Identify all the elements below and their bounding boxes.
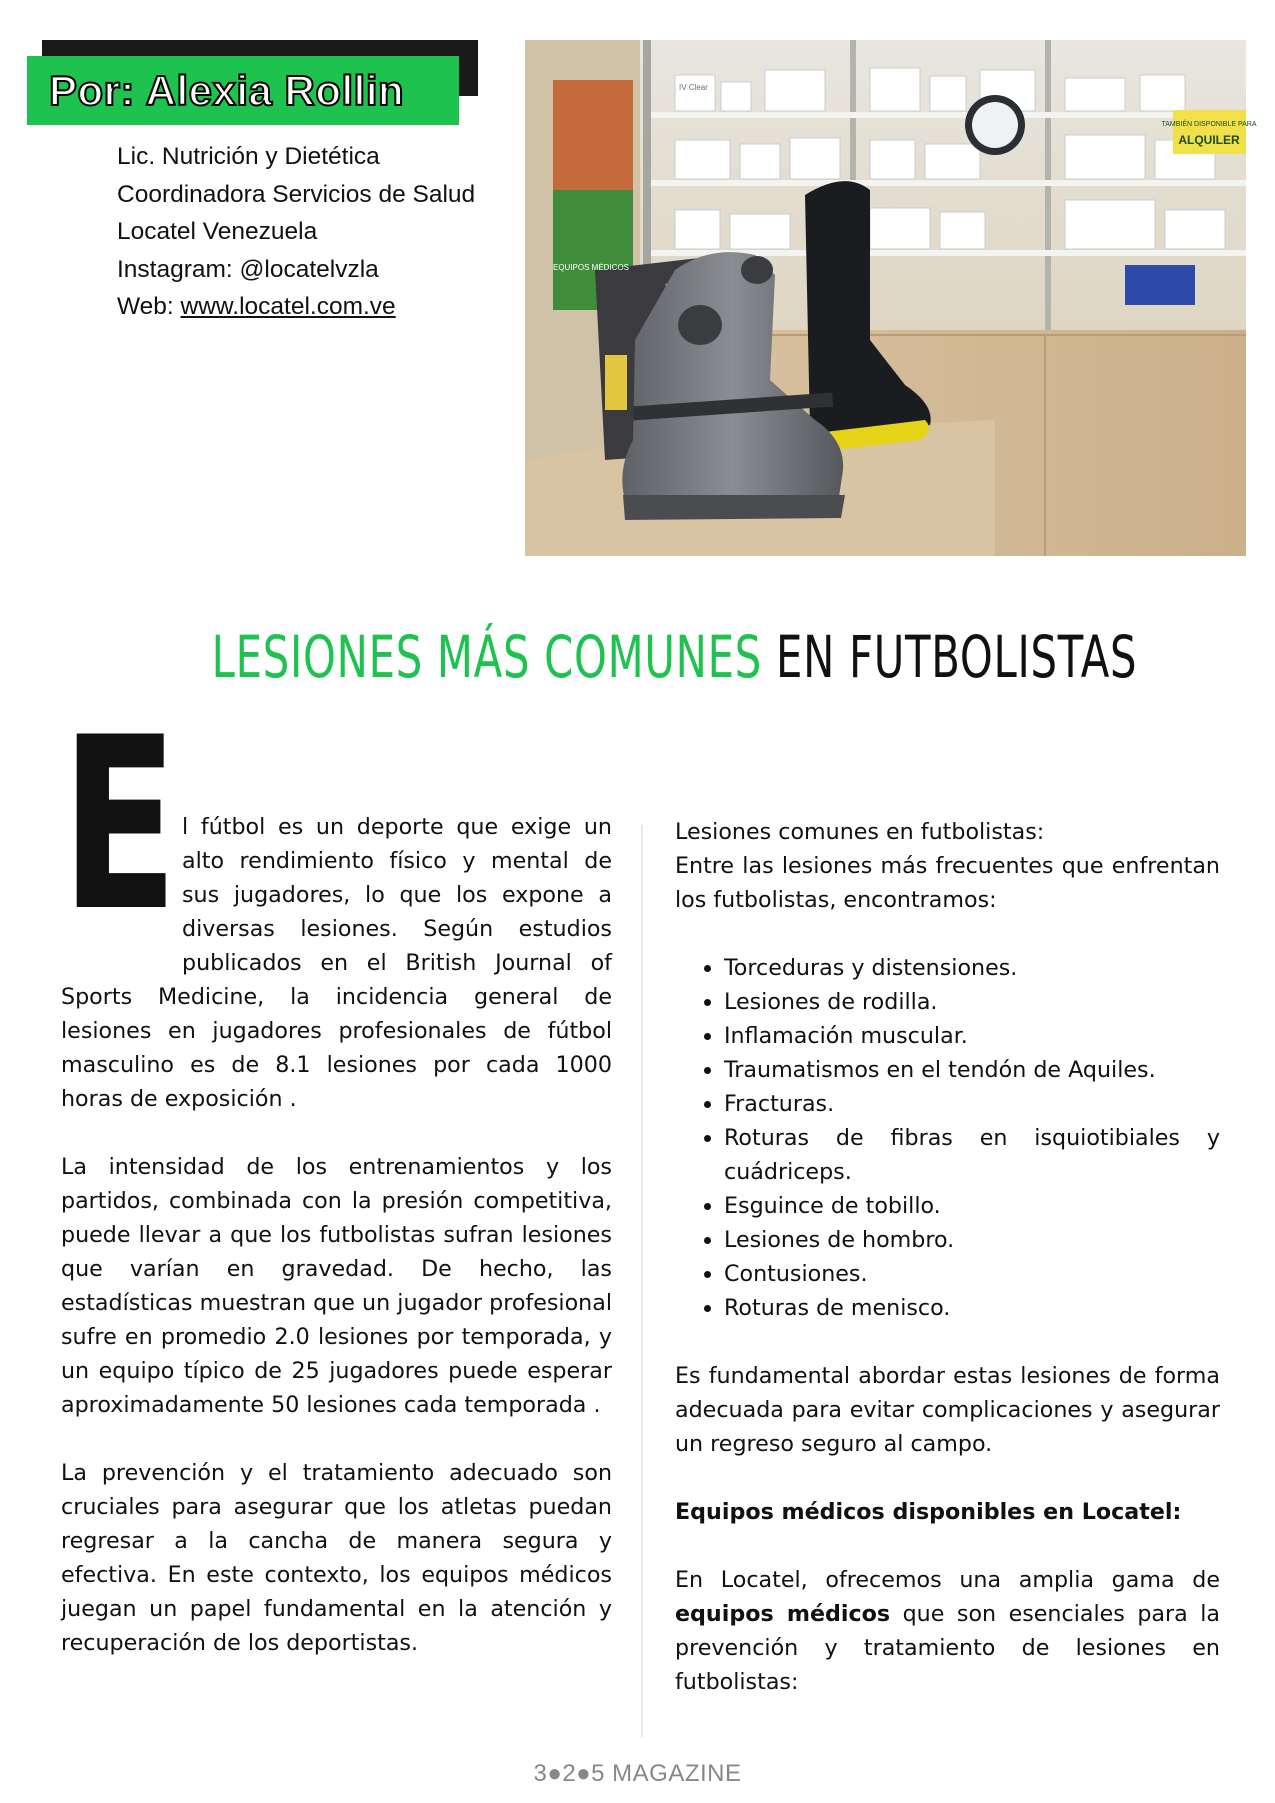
box-label	[605, 355, 627, 410]
shelf-1	[651, 112, 1246, 118]
list-item: • Fracturas.	[724, 1087, 1220, 1121]
bp-gauge-face	[972, 102, 1018, 148]
list-item: • Torceduras y distensiones.	[724, 951, 1220, 985]
last-paragraph-part-a: En Locatel, ofrecemos una amplia gama de	[675, 1567, 1220, 1593]
left-paragraph-1: l fútbol es un deporte que exige un alto rendimiento físico y mental de sus jugadores, lo que los expone a diversas lesiones. Según estudios publicados en el British Journal of Sports Medicine, la incidencia general de lesiones en jugadores profesionales de fútbol masculino es de 8.1 lesiones por cada 1000 horas de exposición .	[61, 814, 612, 1112]
paragraph-gap	[675, 1461, 1220, 1495]
credential-role: Coordinadora Servicios de Salud	[117, 180, 476, 208]
shelf-2	[651, 180, 1246, 186]
list-item: • Roturas de menisco.	[724, 1291, 1220, 1325]
blue-product	[1125, 265, 1195, 305]
credential-instagram: Instagram: @locatelvzla	[117, 255, 379, 283]
credential-web	[117, 288, 475, 326]
magazine-footer: 3●2●5 MAGAZINE	[533, 1760, 742, 1787]
article-title	[171, 620, 1138, 694]
left-paragraph-3: La prevención y el tratamiento adecuado son cruciales para asegurar que los atletas puedan regresar a la cancha de manera segura y efectiva. En este contexto, los equipos médicos juegan un papel fundamental en la atención y recuperación de los deportistas.	[61, 1460, 612, 1656]
gray-boot-pad-2	[741, 256, 773, 284]
walker-boots-photo	[525, 40, 1257, 556]
right-column	[675, 815, 1220, 1699]
equipment-subheading: Equipos médicos disponibles en Locatel:	[675, 1499, 1182, 1525]
paragraph-gap	[61, 1422, 612, 1456]
rental-sign	[1173, 110, 1246, 154]
list-item: • Roturas de fibras en isquiotibiales y cuádriceps.	[724, 1121, 1220, 1189]
shelf-label: EQUIPOS MÉDICOS	[553, 263, 630, 272]
walker-boots-illustration	[525, 40, 1257, 556]
credential-company: Locatel Venezuela	[117, 218, 318, 245]
list-item: • Lesiones de rodilla.	[724, 985, 1220, 1019]
injuries-heading: Lesiones comunes en futbolistas:	[675, 819, 1045, 845]
rental-sign-main: ALQUILER	[1178, 133, 1240, 147]
web-label: Web:	[117, 293, 181, 320]
rental-sign-top: TAMBIÉN DISPONIBLE PARA	[1161, 121, 1257, 128]
injuries-list	[675, 951, 1220, 1325]
right-paragraph-after-list: Es fundamental abordar estas lesiones de forma adecuada para evitar complicaciones y asegurar un regreso seguro al campo.	[675, 1363, 1220, 1457]
poster-top	[553, 80, 633, 190]
author-credentials	[117, 138, 475, 326]
last-paragraph-bold: equipos médicos	[675, 1601, 891, 1627]
product-box-tag: IV Clear	[679, 83, 708, 92]
showcase-frame-right	[1045, 40, 1051, 340]
author-byline: Por: Alexia Rollin	[27, 56, 459, 125]
column-divider	[641, 825, 643, 1737]
left-column	[61, 687, 612, 1660]
list-item: • Traumatismos en el tendón de Aquiles.	[724, 1053, 1220, 1087]
paragraph-gap	[675, 1529, 1220, 1563]
left-paragraph-2: La intensidad de los entrenamientos y los partidos, combinada con la presión competitiva, puede llevar a que los futbolistas sufran lesiones que varían en gravedad. De hecho, las estadísticas muestran que un jugador profesional sufre en promedio 2.0 lesiones por temporada, y un equipo típico de 25 jugadores puede esperar aproximadamente 50 lesiones cada temporada .	[61, 1154, 612, 1418]
paragraph-gap	[61, 1116, 612, 1150]
last-paragraph-part-b: que son esenciales para la prevención y tratamiento de lesiones en futbolistas:	[675, 1601, 1220, 1695]
list-item: • Contusiones.	[724, 1257, 1220, 1291]
paragraph-gap	[675, 917, 1220, 951]
paragraph-gap	[675, 1325, 1220, 1359]
gray-boot-pad	[678, 305, 722, 345]
dropcap: E	[61, 687, 179, 964]
credential-degree: Lic. Nutrición y Dietética	[117, 143, 380, 170]
list-item: • Esguince de tobillo.	[724, 1189, 1220, 1223]
title-green-part: LESIONES MÁS COMUNES	[211, 623, 762, 691]
right-paragraph-last	[675, 1563, 1220, 1699]
injuries-intro: Entre las lesiones más frecuentes que enfrentan los futbolistas, encontramos:	[675, 853, 1220, 913]
list-item: • Inflamación muscular.	[724, 1019, 1220, 1053]
web-link[interactable]: www.locatel.com.ve	[180, 293, 396, 320]
title-black-part: EN FUTBOLISTAS	[761, 623, 1138, 691]
gray-boot-sole	[623, 495, 845, 520]
list-item: • Lesiones de hombro.	[724, 1223, 1220, 1257]
